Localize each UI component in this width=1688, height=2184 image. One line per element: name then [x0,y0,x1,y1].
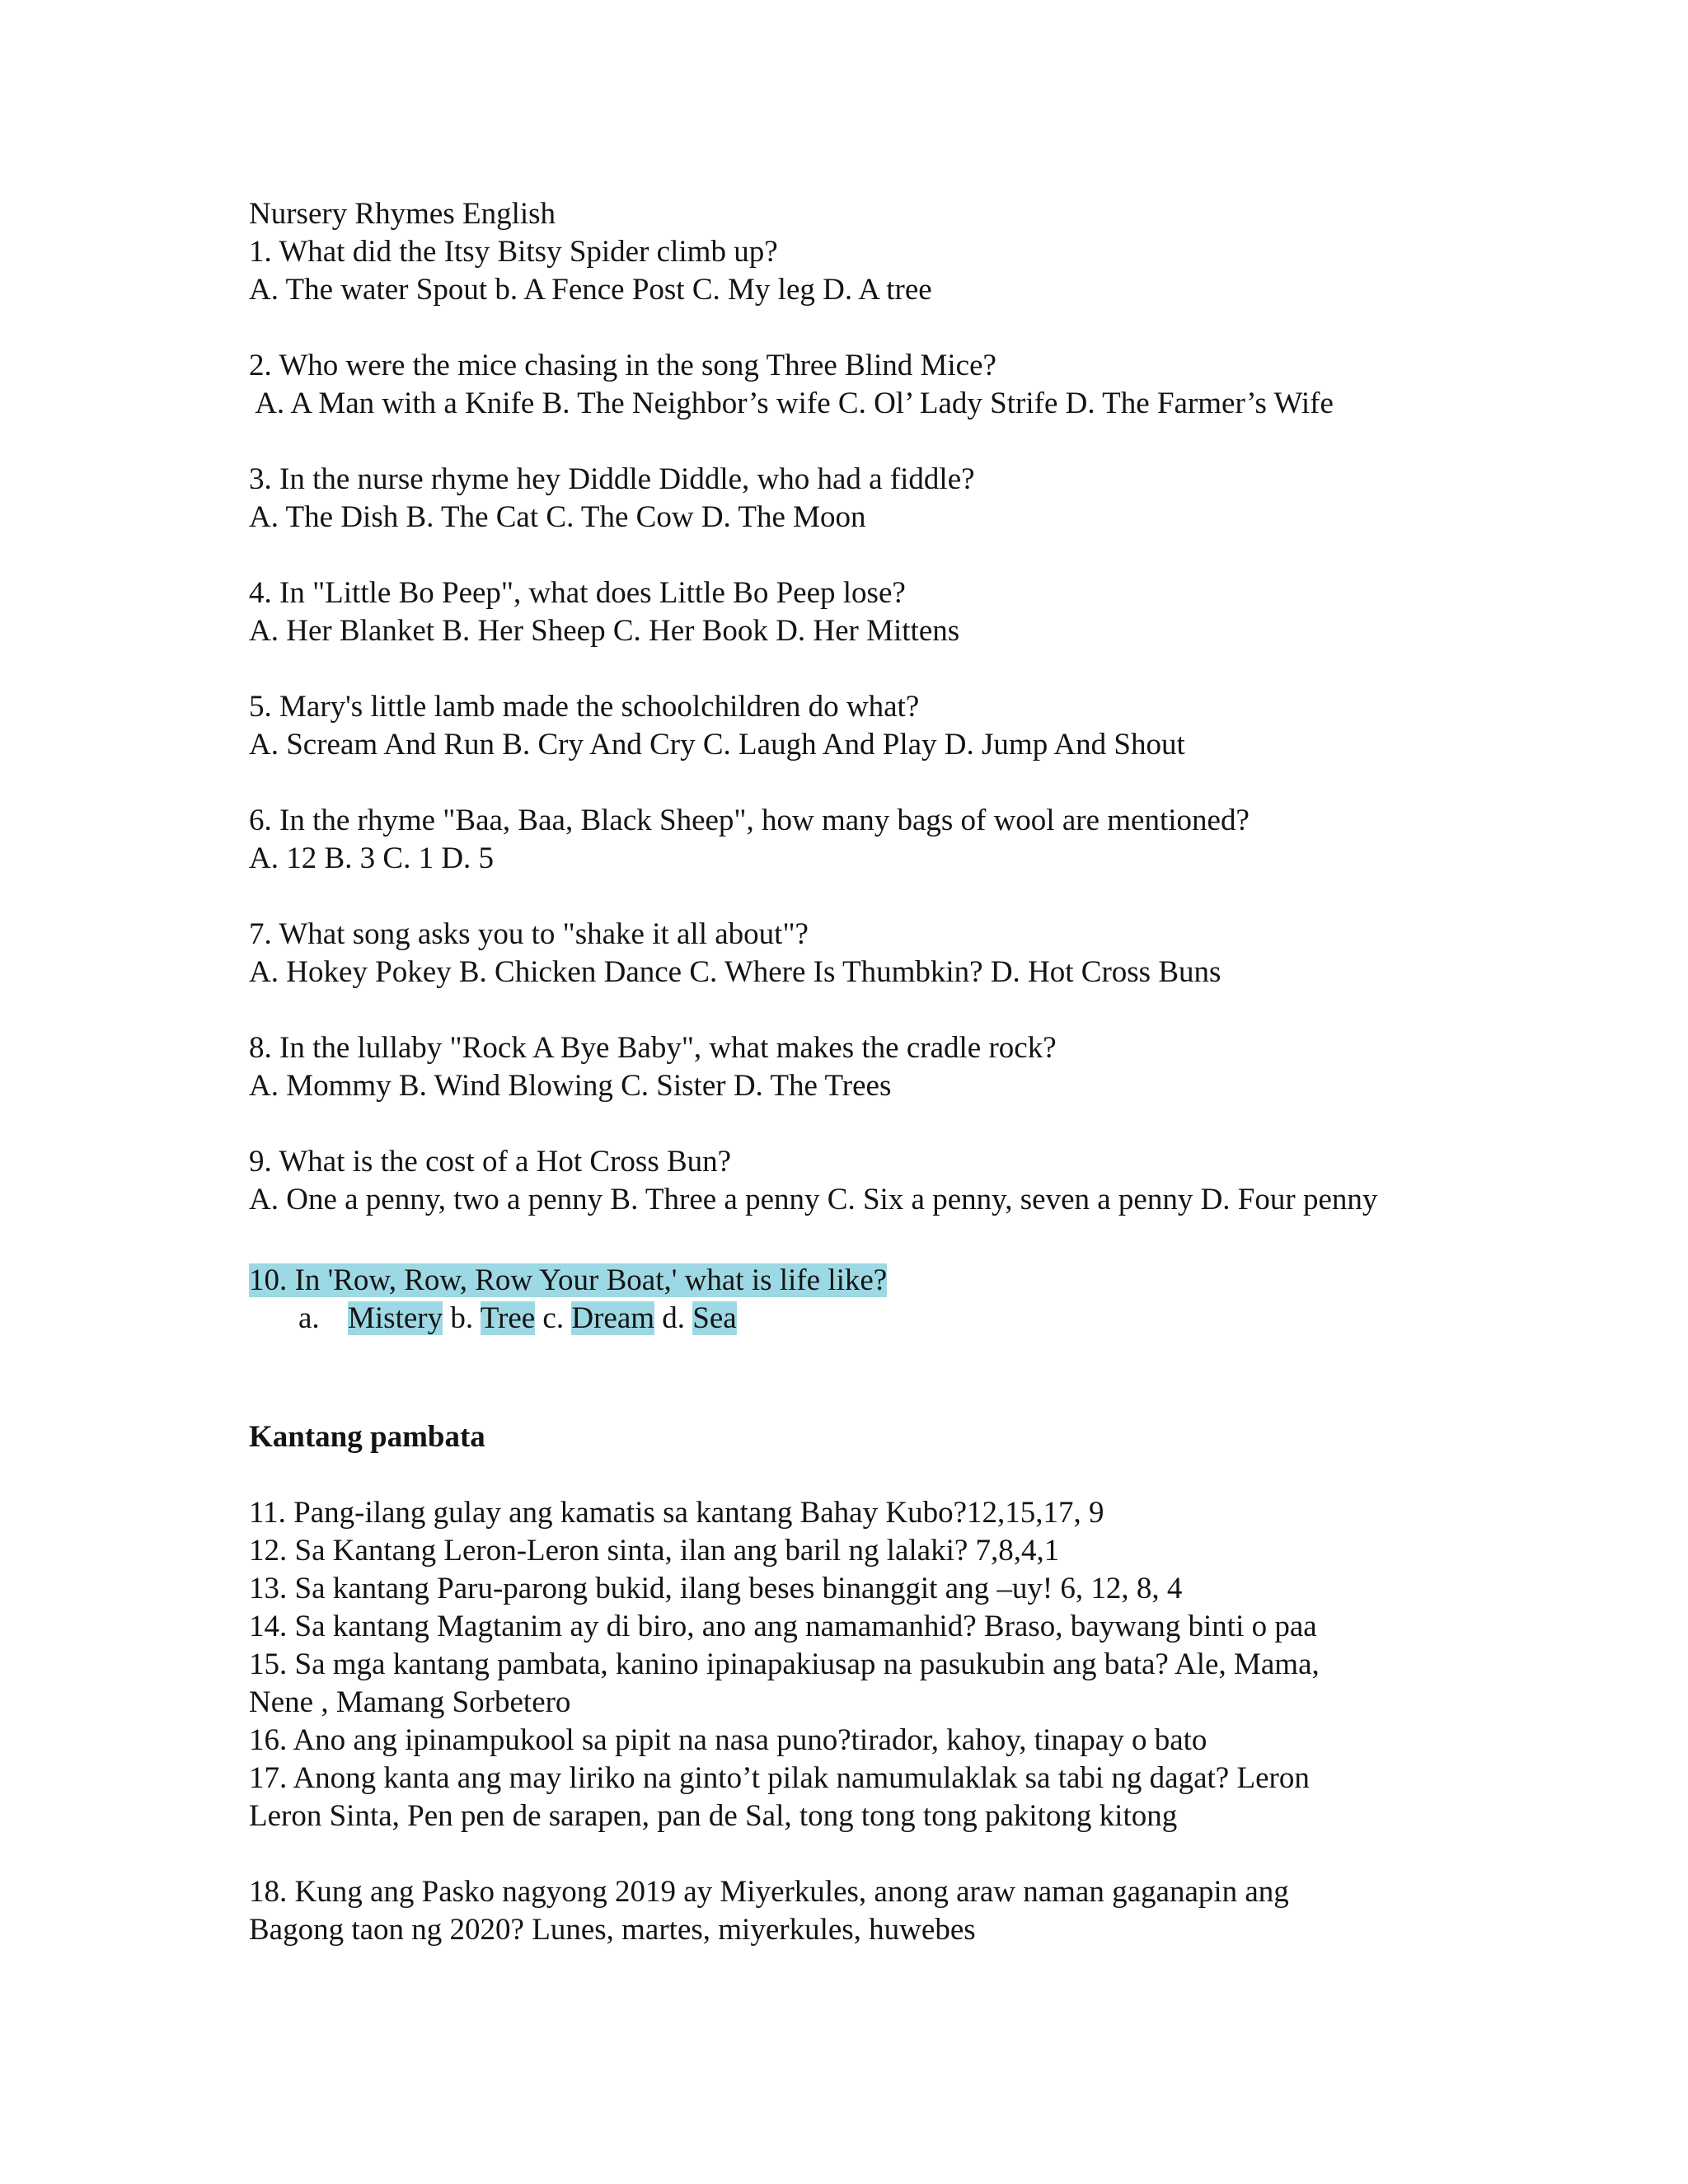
question-text: 4. In "Little Bo Peep", what does Little Bo Peep lose? [249,576,906,610]
question-line: 18. Kung ang Pasko nagyong 2019 ay Miyerkules, anong araw naman gaganapin ang [249,1875,1289,1909]
question-text: 9. What is the cost of a Hot Cross Bun? [249,1145,732,1179]
question-line: 12. Sa Kantang Leron-Leron sinta, ilan ang baril ng lalaki? 7,8,4,1 [249,1534,1060,1568]
question-line: 14. Sa kantang Magtanim ay di biro, ano ang namamanhid? Braso, baywang binti o paa [249,1610,1317,1643]
question-10 [249,1262,887,1300]
question-text: 2. Who were the mice chasing in the song Three Blind Mice? [249,349,996,382]
question-line: Nene , Mamang Sorbetero [249,1685,571,1719]
option-letter-b: b. [450,1301,474,1335]
answer-options: A. One a penny, two a penny B. Three a penny C. Six a penny, seven a penny D. Four penny [249,1183,1378,1216]
question-text: 3. In the nurse rhyme hey Diddle Diddle, who had a fiddle? [249,462,975,496]
question-line: 11. Pang-ilang gulay ang kamatis sa kantang Bahay Kubo?12,15,17, 9 [249,1496,1104,1530]
option-a: Mistery [348,1301,443,1335]
question-text: 1. What did the Itsy Bitsy Spider climb up? [249,235,778,269]
answer-options: A. The water Spout b. A Fence Post C. My leg D. A tree [249,273,932,307]
answer-options: A. Mommy B. Wind Blowing C. Sister D. The Trees [249,1069,892,1103]
answer-options: A. Her Blanket B. Her Sheep C. Her Book D. Her Mittens [249,614,960,648]
question-text: 7. What song asks you to "shake it all about"? [249,917,809,951]
answer-options: A. The Dish B. The Cat C. The Cow D. The Moon [249,500,866,534]
option-letter-a: a. [298,1301,320,1335]
question-line: Bagong taon ng 2020? Lunes, martes, miyerkules, huwebes [249,1913,976,1947]
question-line: 13. Sa kantang Paru-parong bukid, ilang beses binanggit ang –uy! 6, 12, 8, 4 [249,1572,1183,1605]
answer-options: A. A Man with a Knife B. The Neighbor’s wife C. Ol’ Lady Strife D. The Farmer’s Wife [249,387,1334,420]
question-line: 15. Sa mga kantang pambata, kanino ipinapakiusap na pasukubin ang bata? Ale, Mama, [249,1647,1320,1681]
document-title: Nursery Rhymes English [249,197,556,231]
question-text: 8. In the lullaby "Rock A Bye Baby", what makes the cradle rock? [249,1031,1057,1065]
option-letter-c: c. [542,1301,565,1335]
section-heading: Kantang pambata [249,1420,485,1454]
option-d: Sea [692,1301,737,1335]
question-line: 17. Anong kanta ang may liriko na ginto’t pilak namumulaklak sa tabi ng dagat? Leron [249,1761,1310,1795]
answer-options: A. Hokey Pokey B. Chicken Dance C. Where Is Thumbkin? D. Hot Cross Buns [249,955,1221,989]
question-text: 5. Mary's little lamb made the schoolchildren do what? [249,690,920,724]
question-10-options [298,1300,737,1338]
question-line: 16. Ano ang ipinampukool sa pipit na nasa puno?tirador, kahoy, tinapay o bato [249,1723,1207,1757]
option-b: Tree [480,1301,536,1335]
answer-options: A. Scream And Run B. Cry And Cry C. Laugh And Play D. Jump And Shout [249,728,1185,762]
question-text: 6. In the rhyme "Baa, Baa, Black Sheep", how many bags of wool are mentioned? [249,804,1250,837]
option-c: Dream [571,1301,655,1335]
highlighted-question-text: 10. In 'Row, Row, Row Your Boat,' what is life like? [249,1263,888,1297]
question-line: Leron Sinta, Pen pen de sarapen, pan de Sal, tong tong tong pakitong kitong [249,1799,1178,1833]
answer-options: A. 12 B. 3 C. 1 D. 5 [249,841,495,875]
option-letter-d: d. [662,1301,686,1335]
